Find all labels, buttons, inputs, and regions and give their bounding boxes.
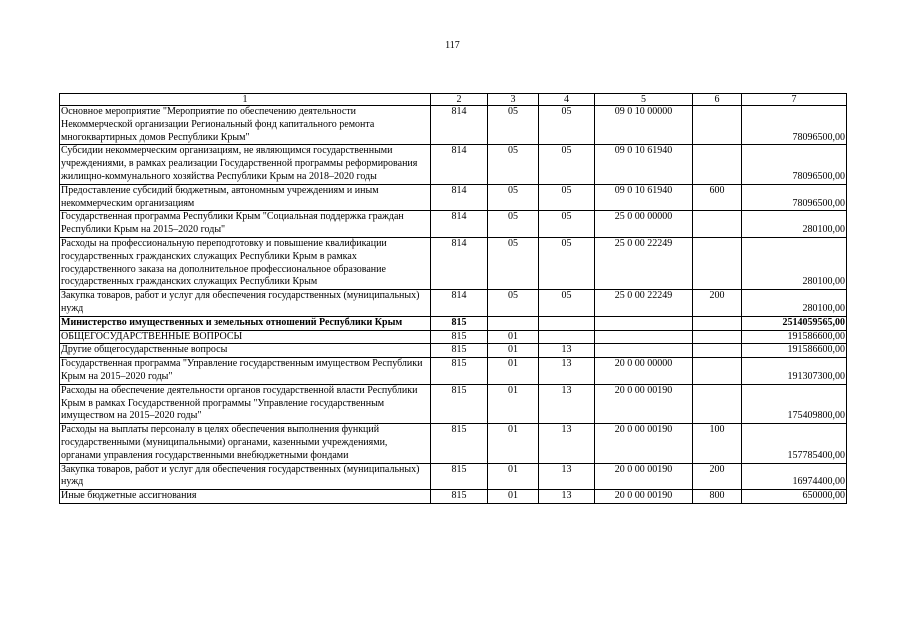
table-row	[60, 358, 847, 385]
table-body	[60, 94, 847, 504]
row-name-cell: Государственная программа "Управление государственным имуществом Республики Крым на 2015–2020 годы"	[60, 358, 431, 385]
table-row	[60, 290, 847, 317]
row-target-article-cell	[595, 344, 693, 358]
table-row	[60, 106, 847, 145]
row-subsection-cell: 13	[539, 344, 595, 358]
budget-table	[59, 93, 847, 504]
row-grbs-cell: 814	[431, 145, 488, 184]
row-name-cell: ОБЩЕГОСУДАРСТВЕННЫЕ ВОПРОСЫ	[60, 330, 431, 344]
header-cell-5: 5	[595, 94, 693, 106]
row-amount-cell: 157785400,00	[742, 424, 847, 463]
row-subsection-cell: 13	[539, 424, 595, 463]
row-subsection-cell: 05	[539, 211, 595, 238]
row-grbs-cell: 814	[431, 211, 488, 238]
row-expense-type-cell: 800	[693, 490, 742, 504]
row-section-cell: 01	[488, 330, 539, 344]
row-target-article-cell: 09 0 10 61940	[595, 184, 693, 211]
row-section-cell: 01	[488, 344, 539, 358]
row-section-cell: 05	[488, 106, 539, 145]
row-subsection-cell: 13	[539, 358, 595, 385]
row-target-article-cell: 20 0 00 00190	[595, 424, 693, 463]
row-subsection-cell	[539, 330, 595, 344]
row-name-cell: Закупка товаров, работ и услуг для обеспечения государственных (муниципальных) нужд	[60, 463, 431, 490]
row-grbs-cell: 815	[431, 463, 488, 490]
row-expense-type-cell	[693, 344, 742, 358]
row-grbs-cell: 815	[431, 330, 488, 344]
row-section-cell: 01	[488, 463, 539, 490]
row-expense-type-cell	[693, 384, 742, 423]
row-amount-cell: 78096500,00	[742, 106, 847, 145]
row-amount-cell: 175409800,00	[742, 384, 847, 423]
row-expense-type-cell	[693, 211, 742, 238]
row-expense-type-cell: 100	[693, 424, 742, 463]
row-target-article-cell: 09 0 10 00000	[595, 106, 693, 145]
row-section-cell: 01	[488, 384, 539, 423]
row-subsection-cell: 05	[539, 106, 595, 145]
row-expense-type-cell	[693, 237, 742, 289]
row-target-article-cell: 25 0 00 22249	[595, 290, 693, 317]
row-name-cell: Расходы на обеспечение деятельности органов государственной власти Республики Крым в рамках Государственной программы "Управление государственным имуществом на 2015–2020 годы"	[60, 384, 431, 423]
row-name-cell: Субсидии некоммерческим организациям, не являющимся государственными учреждениями, в рамках реализации Государственной программы реформирования жилищно-коммунального хозяйства Республики Крым на 2018–2020 годы	[60, 145, 431, 184]
row-grbs-cell: 814	[431, 237, 488, 289]
row-expense-type-cell	[693, 330, 742, 344]
row-amount-cell: 78096500,00	[742, 145, 847, 184]
row-grbs-cell: 814	[431, 290, 488, 317]
row-section-cell: 05	[488, 145, 539, 184]
row-name-cell: Основное мероприятие "Мероприятие по обеспечению деятельности Некоммерческой организации Региональный фонд капитального ремонта многоквартирных домов Республики Крым"	[60, 106, 431, 145]
row-target-article-cell: 25 0 00 22249	[595, 237, 693, 289]
row-name-cell: Другие общегосударственные вопросы	[60, 344, 431, 358]
row-target-article-cell	[595, 316, 693, 330]
table-row	[60, 424, 847, 463]
row-target-article-cell: 20 0 00 00000	[595, 358, 693, 385]
header-cell-3: 3	[488, 94, 539, 106]
table-row	[60, 184, 847, 211]
row-grbs-cell: 815	[431, 358, 488, 385]
header-cell-4: 4	[539, 94, 595, 106]
row-grbs-cell: 815	[431, 490, 488, 504]
table-row	[60, 344, 847, 358]
row-section-cell: 05	[488, 184, 539, 211]
row-section-cell	[488, 316, 539, 330]
row-grbs-cell: 814	[431, 106, 488, 145]
row-subsection-cell: 05	[539, 237, 595, 289]
row-section-cell: 05	[488, 237, 539, 289]
table-row	[60, 145, 847, 184]
row-subsection-cell: 05	[539, 184, 595, 211]
row-expense-type-cell	[693, 106, 742, 145]
header-cell-1: 1	[60, 94, 431, 106]
row-grbs-cell: 814	[431, 184, 488, 211]
row-name-cell: Расходы на профессиональную переподготовку и повышение квалификации государственных гражданских служащих Республики Крым в рамках государственного заказа на дополнительное профессиональное образование государственных гражданских служащих Республики Крым	[60, 237, 431, 289]
row-grbs-cell: 815	[431, 384, 488, 423]
row-section-cell: 01	[488, 490, 539, 504]
row-expense-type-cell: 200	[693, 290, 742, 317]
row-expense-type-cell	[693, 316, 742, 330]
row-target-article-cell: 20 0 00 00190	[595, 490, 693, 504]
row-name-cell: Министерство имущественных и земельных отношений Республики Крым	[60, 316, 431, 330]
row-amount-cell: 78096500,00	[742, 184, 847, 211]
row-subsection-cell: 13	[539, 490, 595, 504]
row-subsection-cell: 05	[539, 290, 595, 317]
row-expense-type-cell: 200	[693, 463, 742, 490]
row-amount-cell: 650000,00	[742, 490, 847, 504]
row-target-article-cell: 25 0 00 00000	[595, 211, 693, 238]
row-subsection-cell: 05	[539, 145, 595, 184]
header-cell-7: 7	[742, 94, 847, 106]
row-subsection-cell	[539, 316, 595, 330]
row-amount-cell: 280100,00	[742, 211, 847, 238]
row-amount-cell: 16974400,00	[742, 463, 847, 490]
table-row	[60, 316, 847, 330]
row-amount-cell: 280100,00	[742, 237, 847, 289]
row-expense-type-cell	[693, 358, 742, 385]
row-subsection-cell: 13	[539, 384, 595, 423]
table-row	[60, 237, 847, 289]
header-cell-2: 2	[431, 94, 488, 106]
row-amount-cell: 191586600,00	[742, 330, 847, 344]
row-name-cell: Государственная программа Республики Крым "Социальная поддержка граждан Республики Крым на 2015–2020 годы"	[60, 211, 431, 238]
table-row	[60, 384, 847, 423]
row-target-article-cell: 09 0 10 61940	[595, 145, 693, 184]
row-expense-type-cell	[693, 145, 742, 184]
row-section-cell: 05	[488, 290, 539, 317]
row-target-article-cell: 20 0 00 00190	[595, 463, 693, 490]
row-grbs-cell: 815	[431, 424, 488, 463]
row-target-article-cell: 20 0 00 00190	[595, 384, 693, 423]
header-cell-6: 6	[693, 94, 742, 106]
row-target-article-cell	[595, 330, 693, 344]
row-amount-cell: 191586600,00	[742, 344, 847, 358]
row-section-cell: 01	[488, 424, 539, 463]
row-section-cell: 05	[488, 211, 539, 238]
row-name-cell: Закупка товаров, работ и услуг для обеспечения государственных (муниципальных) нужд	[60, 290, 431, 317]
row-amount-cell: 191307300,00	[742, 358, 847, 385]
row-name-cell: Расходы на выплаты персоналу в целях обеспечения выполнения функций государственными (муниципальными) органами, казенными учреждениями, органами управления государственными внебюджетными фондами	[60, 424, 431, 463]
row-grbs-cell: 815	[431, 344, 488, 358]
table-row	[60, 490, 847, 504]
table-header-row	[60, 94, 847, 106]
row-amount-cell: 2514059565,00	[742, 316, 847, 330]
row-name-cell: Предоставление субсидий бюджетным, автономным учреждениям и иным некоммерческим организациям	[60, 184, 431, 211]
table-row	[60, 211, 847, 238]
row-name-cell: Иные бюджетные ассигнования	[60, 490, 431, 504]
row-expense-type-cell: 600	[693, 184, 742, 211]
row-grbs-cell: 815	[431, 316, 488, 330]
table-row	[60, 330, 847, 344]
row-amount-cell: 280100,00	[742, 290, 847, 317]
row-subsection-cell: 13	[539, 463, 595, 490]
row-section-cell: 01	[488, 358, 539, 385]
page-number: 117	[445, 40, 460, 51]
table-row	[60, 463, 847, 490]
